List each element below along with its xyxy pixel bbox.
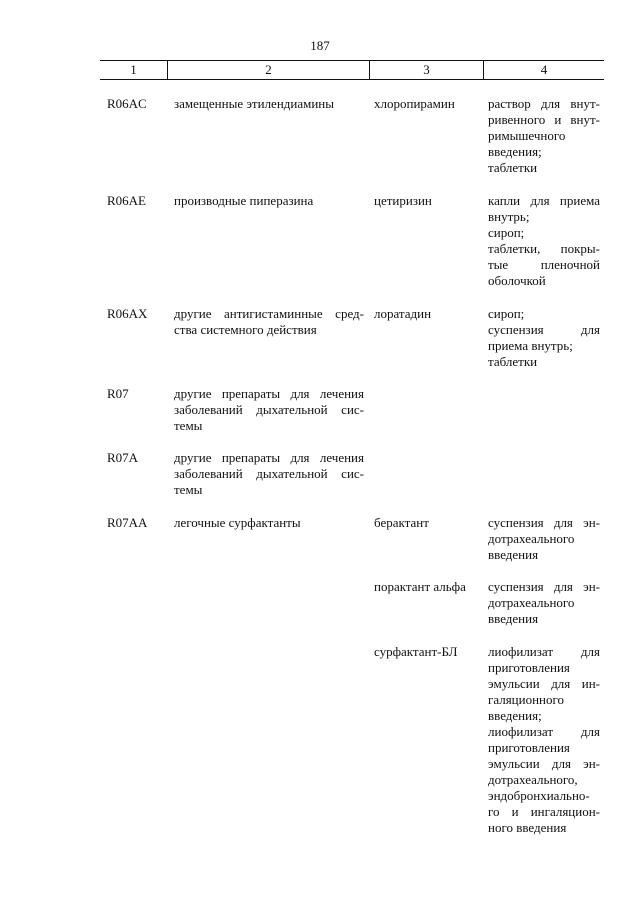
group-name-line: заболеваний дыхательной сис- (174, 402, 364, 417)
atc-code: R06AX (107, 306, 148, 321)
substance-name: порактант альфа (374, 579, 466, 594)
dosage-form-line: оболочкой (488, 273, 546, 288)
dosage-form-line: сироп; (488, 306, 525, 321)
group-name (174, 306, 364, 338)
group-name-line: легочные сурфактанты (174, 515, 301, 530)
atc-code: R07AA (107, 515, 148, 530)
dosage-form-line: введения (488, 547, 539, 562)
dosage-form-line: суспензия для (488, 322, 600, 337)
group-name-line: производные пиперазина (174, 193, 314, 208)
dosage-form-line: таблетки, покры- (488, 241, 600, 256)
atc-code: R06AE (107, 193, 146, 208)
dosage-form-line: ривенного и внут- (488, 112, 600, 127)
header-col-1: 1 (130, 62, 137, 77)
dosage-form-line: раствор для внут- (488, 96, 600, 111)
group-name (174, 193, 364, 209)
dosage-form-line: капли для приема (488, 193, 600, 208)
dosage-form-line: ного введения (488, 820, 567, 835)
dosage-form-line: введения; (488, 144, 542, 159)
dosage-form-line: суспензия для эн- (488, 515, 600, 530)
group-name-line: заболеваний дыхательной сис- (174, 466, 364, 481)
dosage-form (488, 306, 600, 370)
header-col-2: 2 (167, 61, 369, 79)
dosage-form (488, 515, 600, 563)
dosage-form-line: дотрахеального (488, 595, 575, 610)
substance-name: берактант (374, 515, 429, 530)
dosage-form-line: дотрахеального, (488, 772, 578, 787)
group-name (174, 515, 364, 531)
atc-code: R06AC (107, 96, 147, 111)
group-name-line: темы (174, 418, 203, 433)
dosage-form (488, 96, 600, 176)
group-name-line: другие антигистаминные сред- (174, 306, 364, 321)
dosage-form-line: дотрахеального (488, 531, 575, 546)
dosage-form-line: таблетки (488, 160, 538, 175)
substance-name: хлоропирамин (374, 96, 455, 111)
dosage-form-line: эмульсии для эн- (488, 756, 600, 771)
dosage-form-line: введения (488, 611, 539, 626)
dosage-form-line: приготовления (488, 660, 570, 675)
atc-code: R07A (107, 450, 139, 465)
dosage-form-line: сироп; (488, 225, 525, 240)
dosage-form-line: внутрь; (488, 209, 530, 224)
dosage-form-line: го и ингаляцион- (488, 804, 600, 819)
group-name-line: ства системного действия (174, 322, 317, 337)
dosage-form-line: лиофилизат для (488, 724, 600, 739)
group-name (174, 450, 364, 498)
dosage-form-line: тые пленочной (488, 257, 600, 272)
substance-name: цетиризин (374, 193, 432, 208)
dosage-form-line: приема внутрь; (488, 338, 573, 353)
dosage-form-line: эмульсии для ин- (488, 676, 600, 691)
dosage-form-line: лиофилизат для (488, 644, 600, 659)
dosage-form (488, 579, 600, 627)
dosage-form-line: римышечного (488, 128, 566, 143)
group-name (174, 386, 364, 434)
dosage-form-line: галяционного (488, 692, 565, 707)
substance-name: лоратадин (374, 306, 432, 321)
group-name-line: замещенные этилендиамины (174, 96, 334, 111)
group-name (174, 96, 364, 112)
dosage-form-line: эндобронхиально- (488, 788, 590, 803)
dosage-form (488, 644, 600, 836)
table-header (100, 60, 604, 80)
group-name-line: другие препараты для лечения (174, 386, 364, 401)
header-col-3: 3 (369, 61, 483, 79)
dosage-form-line: введения; (488, 708, 542, 723)
dosage-form-line: таблетки (488, 354, 538, 369)
atc-code: R07 (107, 386, 129, 401)
dosage-form-line: приготовления (488, 740, 570, 755)
group-name-line: другие препараты для лечения (174, 450, 364, 465)
group-name-line: темы (174, 482, 203, 497)
substance-name: сурфактант-БЛ (374, 644, 458, 659)
header-col-4: 4 (483, 61, 604, 79)
page-number: 187 (310, 38, 330, 53)
dosage-form-line: суспензия для эн- (488, 579, 600, 594)
dosage-form (488, 193, 600, 289)
